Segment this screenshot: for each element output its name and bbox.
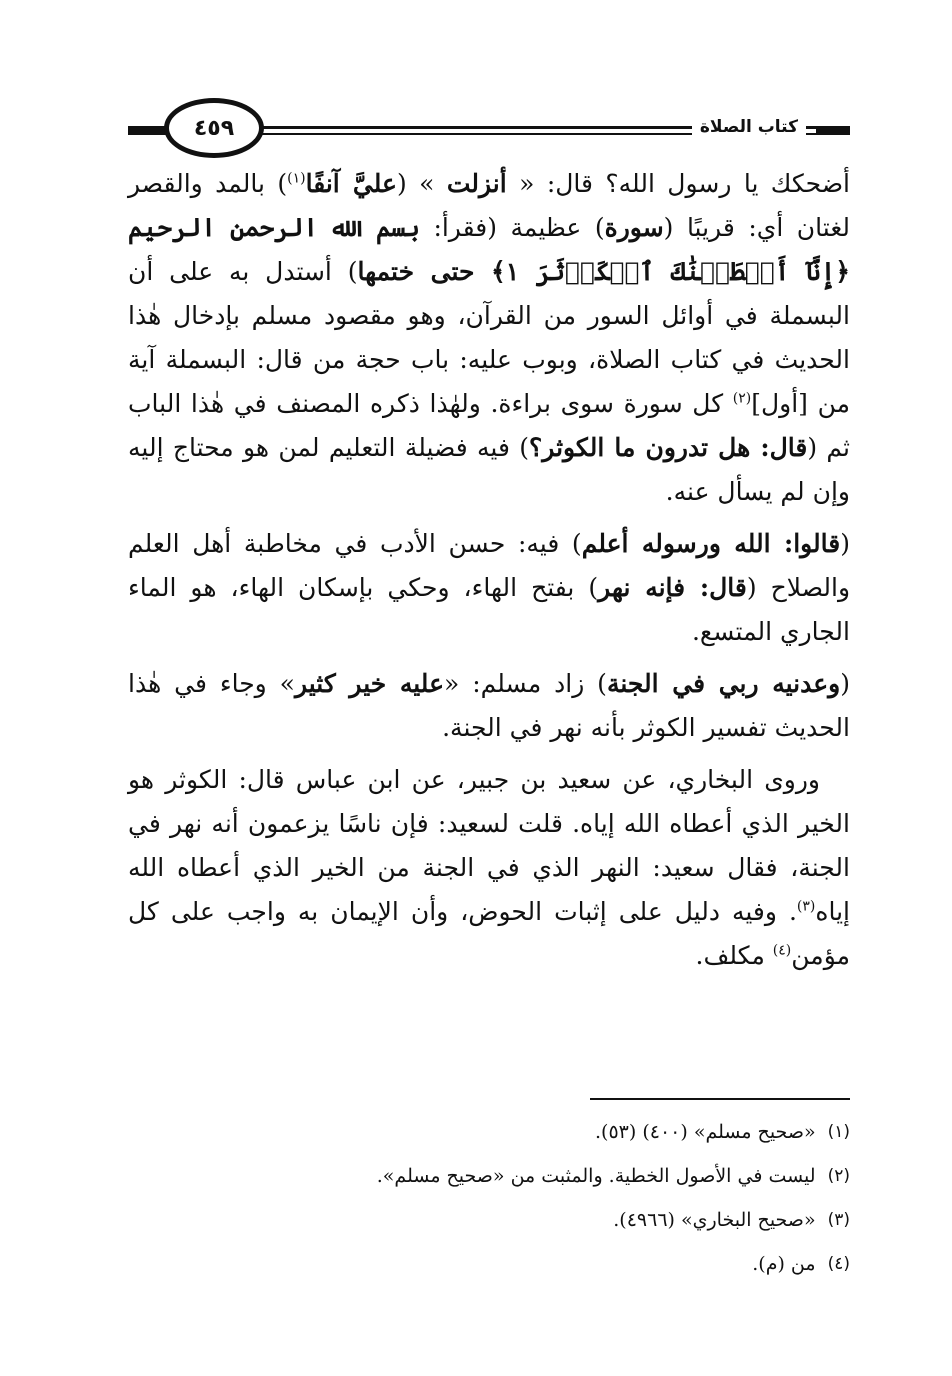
- text-run: ) بفتح الهاء، وحكي بإسكان الهاء، هو الماء الجاري المتسع.: [128, 573, 850, 646]
- text-run: ) عظيمة (فقرأ:: [419, 213, 605, 242]
- header-right-dash: [816, 127, 850, 133]
- paragraph: [128, 758, 850, 978]
- footnote-number: (٢): [827, 1166, 850, 1186]
- text-run: » وجاء في هٰذا الحديث تفسير الكوثر بأنه نهر في الجنة.: [128, 669, 850, 742]
- text-run: مكلف.: [695, 941, 773, 970]
- text-run: وروى البخاري، عن سعيد بن جبير، عن ابن عباس قال: الكوثر هو الخير الذي أعطاه الله إياه. قلت لسعيد: فإن ناسًا يزعمون أنه نهر في الجنة، فقال سعيد: النهر الذي في الجنة من الخير الذي أعطاه الله إياه: [128, 765, 850, 926]
- bold-quote: وعدنيه ربي في الجنة: [606, 669, 841, 698]
- footnote-text: «صحيح البخاري» (٤٩٦٦).: [613, 1209, 816, 1231]
- text-run: أضحكك يا رسول الله؟ قال: «: [506, 169, 850, 198]
- bold-quote: عليه خير كثير: [294, 669, 444, 698]
- footnote-item: [128, 1198, 850, 1242]
- bold-quote: قالوا: الله ورسوله أعلم: [581, 529, 841, 558]
- bold-quote: قال: فإنه نهر: [598, 573, 747, 602]
- bold-quote: أنزلت: [446, 169, 507, 198]
- footnote-number: (١): [827, 1122, 850, 1142]
- footnote-marker[interactable]: (١): [287, 170, 306, 187]
- footnote-text: ليست في الأصول الخطية. والمثبت من «صحيح مسلم».: [376, 1165, 816, 1187]
- bold-quote: سورة: [604, 213, 664, 242]
- text-run: ) زاد مسلم: «: [444, 669, 607, 698]
- footnote-number: (٣): [827, 1210, 850, 1230]
- text-run: (: [840, 669, 851, 698]
- text-run: ) أستدل به على أن البسملة في أوائل السور من القرآن، وهو مقصود مسلم بإدخال هٰذا الحديث في كتاب الصلاة، وبوب عليه: باب حجة من قال: البسملة آية من [أول]: [128, 257, 850, 418]
- footnotes: [128, 1110, 850, 1286]
- text-run: (: [840, 529, 851, 558]
- text-run: ) بالمد والقصر لغتان أي: قريبًا (: [128, 169, 851, 242]
- footnote-text: «صحيح مسلم» (٤٠٠) (٥٣).: [595, 1121, 816, 1143]
- footnote-text: من (م).: [752, 1253, 816, 1275]
- paragraph: [128, 162, 850, 514]
- footnote-separator: [590, 1098, 850, 1100]
- main-text: [128, 162, 850, 978]
- text-run: ) فيه فضيلة التعليم لمن هو محتاج إليه وإن لم يسأل عنه.: [128, 433, 850, 506]
- text-run: كل سورة سوى براءة. ولهٰذا ذكره المصنف في هٰذا الباب ثم (: [128, 389, 851, 462]
- bold-quote: قال: هل تدرون ما الكوثر؟: [529, 433, 808, 462]
- header-left-dash: [128, 127, 168, 134]
- running-header: [128, 96, 850, 160]
- footnote-number: (٤): [827, 1254, 850, 1274]
- text-run: . وفيه دليل على إثبات الحوض، وأن الإيمان به واجب على كل مؤمن: [128, 897, 850, 970]
- footnote-marker[interactable]: (٢): [732, 390, 752, 407]
- bold-quote: عليَّ آنفًا: [305, 169, 397, 198]
- text-run: » (: [396, 169, 447, 198]
- bold-quote: بسم الله الرحمن الرحيم ﴿إِنَّآ أَعۡطَيۡنَٰكَ ٱلۡكَوۡثَرَ ١﴾ حتى ختمها: [128, 213, 851, 286]
- footnote-marker[interactable]: (٤): [772, 942, 792, 959]
- paragraph: [128, 662, 850, 750]
- paragraph: [128, 522, 850, 654]
- footnote-marker[interactable]: (٣): [796, 898, 816, 915]
- page-number: ٤٥٩: [164, 98, 264, 158]
- chapter-title: كتاب الصلاة: [692, 114, 806, 140]
- footnote-item: [128, 1110, 850, 1154]
- text-run: ) فيه: حسن الأدب في مخاطبة أهل العلم والصلاح (: [128, 529, 851, 602]
- footnote-item: [128, 1154, 850, 1198]
- footnote-item: [128, 1242, 850, 1286]
